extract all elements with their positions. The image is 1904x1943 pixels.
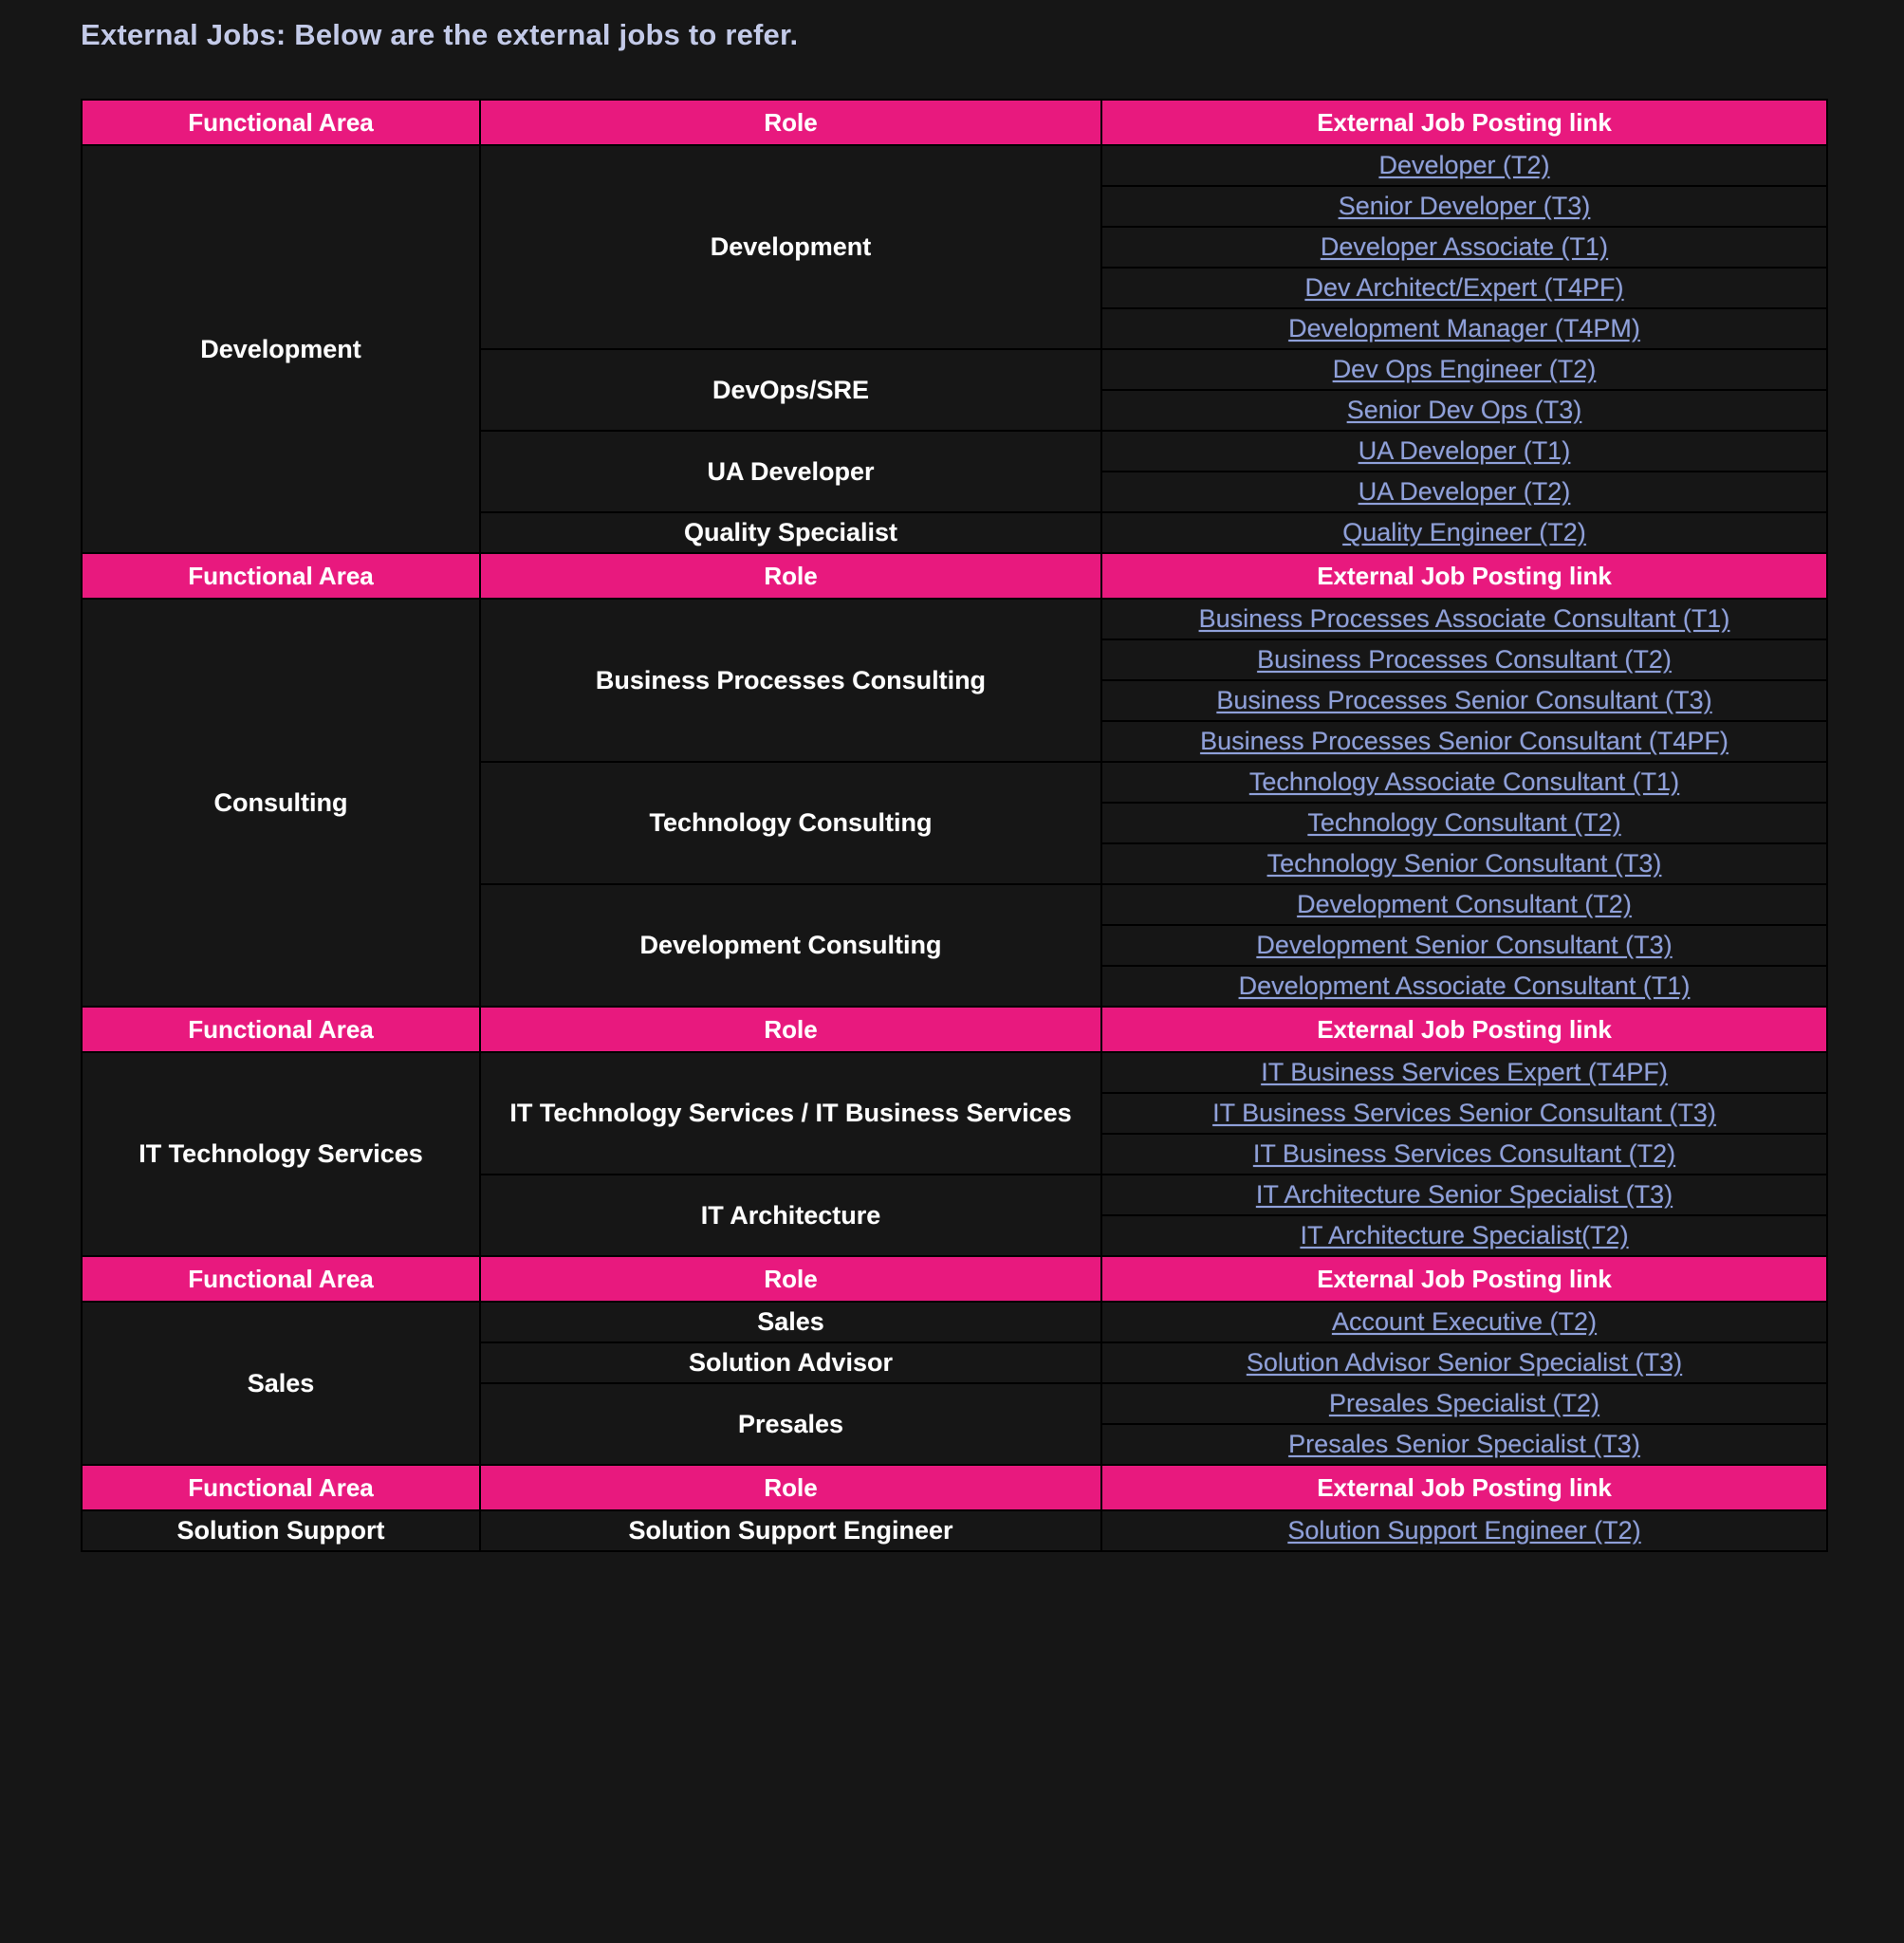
column-header-row	[82, 1007, 1827, 1052]
external-jobs-table	[81, 99, 1828, 1552]
column-header-role: Role	[480, 100, 1101, 145]
column-header-row	[82, 1256, 1827, 1302]
job-posting-link[interactable]: Business Processes Consultant (T2)	[1257, 645, 1672, 674]
job-posting-link[interactable]: Dev Architect/Expert (T4PF)	[1304, 273, 1624, 302]
job-posting-link[interactable]: Quality Engineer (T2)	[1342, 518, 1586, 546]
job-link-cell[interactable]	[1101, 1342, 1827, 1383]
job-link-cell[interactable]	[1101, 186, 1827, 227]
job-posting-link[interactable]: Presales Senior Specialist (T3)	[1288, 1430, 1640, 1458]
role-cell: IT Technology Services / IT Business Services	[480, 1052, 1101, 1175]
column-header-row	[82, 100, 1827, 145]
job-posting-link[interactable]: Account Executive (T2)	[1331, 1307, 1598, 1336]
job-link-cell[interactable]	[1101, 599, 1827, 639]
column-header-link: External Job Posting link	[1101, 1465, 1827, 1510]
job-posting-link[interactable]: UA Developer (T2)	[1358, 477, 1571, 506]
external-jobs-table-container	[81, 99, 1826, 1552]
job-posting-link[interactable]: Technology Associate Consultant (T1)	[1248, 768, 1680, 796]
job-posting-link[interactable]: Development Senior Consultant (T3)	[1256, 931, 1673, 959]
job-posting-link[interactable]: Development Associate Consultant (T1)	[1238, 972, 1691, 1000]
table-row	[82, 1302, 1827, 1342]
job-link-cell[interactable]	[1101, 1052, 1827, 1093]
column-header-row	[82, 1465, 1827, 1510]
job-link-cell[interactable]	[1101, 925, 1827, 966]
page-title: External Jobs: Below are the external jobs to refer.	[81, 18, 799, 51]
column-header-role: Role	[480, 1007, 1101, 1052]
role-cell: Sales	[480, 1302, 1101, 1342]
column-header-role: Role	[480, 1465, 1101, 1510]
role-cell: Presales	[480, 1383, 1101, 1465]
table-row	[82, 1510, 1827, 1551]
column-header-functional-area: Functional Area	[82, 553, 480, 599]
job-posting-link[interactable]: Business Processes Senior Consultant (T4PF)	[1200, 727, 1728, 755]
role-cell: Quality Specialist	[480, 512, 1101, 553]
job-posting-link[interactable]: Presales Specialist (T2)	[1328, 1389, 1600, 1417]
job-posting-link[interactable]: IT Business Services Expert (T4PF)	[1261, 1058, 1668, 1086]
job-posting-link[interactable]: IT Architecture Specialist(T2)	[1300, 1221, 1629, 1249]
job-link-cell[interactable]	[1101, 1134, 1827, 1175]
job-posting-link[interactable]: IT Architecture Senior Specialist (T3)	[1255, 1180, 1673, 1209]
job-link-cell[interactable]	[1101, 639, 1827, 680]
job-link-cell[interactable]	[1101, 680, 1827, 721]
job-link-cell[interactable]	[1101, 1510, 1827, 1551]
role-cell: IT Architecture	[480, 1175, 1101, 1256]
column-header-functional-area: Functional Area	[82, 100, 480, 145]
job-link-cell[interactable]	[1101, 1302, 1827, 1342]
job-link-cell[interactable]	[1101, 227, 1827, 268]
job-posting-link[interactable]: Business Processes Associate Consultant (T1)	[1198, 604, 1730, 633]
column-header-role: Role	[480, 553, 1101, 599]
job-posting-link[interactable]: IT Business Services Consultant (T2)	[1252, 1139, 1676, 1168]
job-link-cell[interactable]	[1101, 966, 1827, 1007]
functional-area-cell: Consulting	[82, 599, 480, 1007]
role-cell: Development Consulting	[480, 884, 1101, 1007]
role-cell: DevOps/SRE	[480, 349, 1101, 431]
job-posting-link[interactable]: Technology Senior Consultant (T3)	[1266, 849, 1662, 878]
role-cell: Solution Support Engineer	[480, 1510, 1101, 1551]
job-link-cell[interactable]	[1101, 843, 1827, 884]
functional-area-cell: IT Technology Services	[82, 1052, 480, 1256]
job-posting-link[interactable]: Business Processes Senior Consultant (T3)	[1216, 686, 1712, 714]
job-link-cell[interactable]	[1101, 308, 1827, 349]
job-posting-link[interactable]: UA Developer (T1)	[1358, 436, 1571, 465]
table-row	[82, 1052, 1827, 1093]
column-header-role: Role	[480, 1256, 1101, 1302]
table-row	[82, 145, 1827, 186]
job-link-cell[interactable]	[1101, 1424, 1827, 1465]
job-link-cell[interactable]	[1101, 431, 1827, 472]
column-header-link: External Job Posting link	[1101, 1007, 1827, 1052]
job-link-cell[interactable]	[1101, 762, 1827, 803]
job-posting-link[interactable]: Dev Ops Engineer (T2)	[1332, 355, 1597, 383]
column-header-functional-area: Functional Area	[82, 1007, 480, 1052]
role-cell: Solution Advisor	[480, 1342, 1101, 1383]
role-cell: Technology Consulting	[480, 762, 1101, 884]
job-posting-link[interactable]: Solution Advisor Senior Specialist (T3)	[1246, 1348, 1683, 1377]
column-header-functional-area: Functional Area	[82, 1465, 480, 1510]
column-header-link: External Job Posting link	[1101, 100, 1827, 145]
job-posting-link[interactable]: Senior Developer (T3)	[1338, 192, 1591, 220]
role-cell: UA Developer	[480, 431, 1101, 512]
job-link-cell[interactable]	[1101, 1383, 1827, 1424]
job-posting-link[interactable]: Technology Consultant (T2)	[1307, 808, 1621, 837]
job-posting-link[interactable]: Developer (T2)	[1378, 151, 1550, 179]
functional-area-cell: Sales	[82, 1302, 480, 1465]
functional-area-cell: Development	[82, 145, 480, 553]
job-link-cell[interactable]	[1101, 721, 1827, 762]
job-posting-link[interactable]: Solution Support Engineer (T2)	[1287, 1516, 1641, 1545]
job-posting-link[interactable]: Senior Dev Ops (T3)	[1346, 396, 1582, 424]
column-header-functional-area: Functional Area	[82, 1256, 480, 1302]
role-cell: Business Processes Consulting	[480, 599, 1101, 762]
job-posting-link[interactable]: Development Consultant (T2)	[1297, 890, 1632, 918]
job-link-cell[interactable]	[1101, 472, 1827, 512]
job-link-cell[interactable]	[1101, 1093, 1827, 1134]
job-link-cell[interactable]	[1101, 145, 1827, 186]
job-link-cell[interactable]	[1101, 390, 1827, 431]
column-header-row	[82, 553, 1827, 599]
table-row	[82, 599, 1827, 639]
job-link-cell[interactable]	[1101, 884, 1827, 925]
job-link-cell[interactable]	[1101, 803, 1827, 843]
job-posting-link[interactable]: Developer Associate (T1)	[1320, 232, 1609, 261]
functional-area-cell: Solution Support	[82, 1510, 480, 1551]
job-link-cell[interactable]	[1101, 349, 1827, 390]
role-cell: Development	[480, 145, 1101, 349]
column-header-link: External Job Posting link	[1101, 1256, 1827, 1302]
job-posting-link[interactable]: Development Manager (T4PM)	[1288, 314, 1640, 342]
job-link-cell[interactable]	[1101, 268, 1827, 308]
job-posting-link[interactable]: IT Business Services Senior Consultant (T3)	[1212, 1099, 1716, 1127]
job-link-cell[interactable]	[1101, 512, 1827, 553]
job-link-cell[interactable]	[1101, 1215, 1827, 1256]
column-header-link: External Job Posting link	[1101, 553, 1827, 599]
job-link-cell[interactable]	[1101, 1175, 1827, 1215]
